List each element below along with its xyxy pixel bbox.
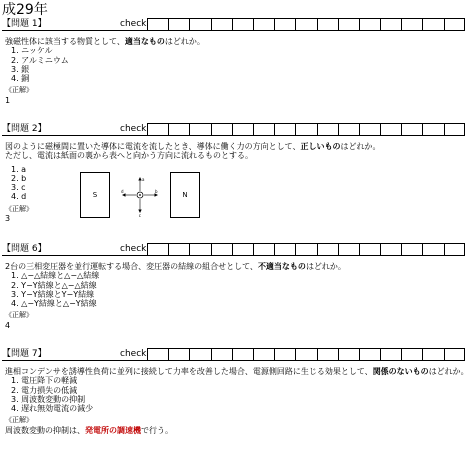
answer-heading: 《正解》: [5, 311, 33, 320]
answer-explanation: 周波数変動の抑制は、発電所の調速機で行う。: [5, 425, 173, 435]
question-2-body: [5, 142, 455, 223]
check-box[interactable]: [253, 123, 274, 136]
check-box[interactable]: [295, 18, 316, 31]
check-box[interactable]: [317, 123, 338, 136]
check-box[interactable]: [274, 243, 295, 256]
check-box[interactable]: [338, 123, 359, 136]
option-item: 1. 電圧降下の軽減: [11, 376, 78, 386]
check-box[interactable]: [422, 123, 443, 136]
option-item: 1. a: [11, 164, 27, 174]
question-1-header: [2, 18, 458, 31]
question-label: 【問題 6】: [2, 244, 47, 254]
check-box[interactable]: [401, 123, 422, 136]
check-box[interactable]: [274, 123, 295, 136]
magnetic-field-diagram: [80, 172, 200, 218]
question-text: 強磁性体に該当する物質として、適当なものはどれか。: [5, 37, 205, 46]
check-box[interactable]: [317, 348, 338, 361]
options-list: [5, 376, 455, 413]
option-item: 2. アルミニウム: [11, 55, 69, 65]
option-item: 3. 周波数変動の抑制: [11, 394, 86, 404]
force-direction-arrows: [110, 172, 170, 218]
answer-heading: 《正解》: [5, 204, 33, 213]
check-box[interactable]: [295, 123, 316, 136]
check-box[interactable]: [253, 348, 274, 361]
check-box[interactable]: [422, 243, 443, 256]
option-item: 4. 遅れ無効電流の減少: [11, 404, 94, 414]
options-list: [5, 46, 455, 83]
check-box[interactable]: [444, 18, 465, 31]
answer-value: 1: [5, 95, 11, 105]
answer-highlight: 発電所の調速機: [85, 425, 141, 435]
check-box[interactable]: [444, 348, 465, 361]
check-box[interactable]: [338, 348, 359, 361]
check-box[interactable]: [147, 123, 168, 136]
label-c: c: [138, 213, 142, 218]
check-box[interactable]: [232, 18, 253, 31]
check-box[interactable]: [380, 18, 401, 31]
options-list: [5, 271, 455, 308]
check-box[interactable]: [401, 348, 422, 361]
check-box[interactable]: [401, 18, 422, 31]
arrow-diagram: [110, 172, 170, 218]
check-box[interactable]: [253, 243, 274, 256]
check-box[interactable]: [401, 243, 422, 256]
check-box[interactable]: [168, 18, 189, 31]
check-box[interactable]: [147, 18, 168, 31]
pole-s: [80, 172, 110, 218]
check-box[interactable]: [422, 18, 443, 31]
label-d: d: [121, 189, 124, 194]
question-note: ただし、電流は紙面の裏から表へと向かう方向に流れるものとする。: [5, 151, 253, 161]
answer-value: 4: [5, 320, 11, 330]
check-label: check: [120, 244, 147, 254]
check-box[interactable]: [317, 243, 338, 256]
check-box[interactable]: [359, 348, 380, 361]
check-box[interactable]: [211, 243, 232, 256]
check-label: check: [120, 124, 147, 134]
option-item: 4. d: [11, 192, 27, 202]
check-box[interactable]: [232, 123, 253, 136]
check-boxes: [147, 123, 465, 136]
options-list: [5, 165, 455, 202]
option-item: 3. Y−Y結線とY−Y結線: [11, 289, 95, 299]
check-box[interactable]: [444, 243, 465, 256]
check-box[interactable]: [189, 243, 210, 256]
check-box[interactable]: [168, 243, 189, 256]
answer-heading: 《正解》: [5, 86, 33, 95]
question-label: 【問題 1】: [2, 19, 47, 29]
question-1-body: [5, 37, 455, 105]
check-box[interactable]: [168, 123, 189, 136]
check-box[interactable]: [232, 243, 253, 256]
check-box[interactable]: [147, 243, 168, 256]
option-item: 1. ニッケル: [11, 46, 53, 56]
answer-heading: 《正解》: [5, 416, 33, 425]
check-box[interactable]: [253, 18, 274, 31]
check-box[interactable]: [232, 348, 253, 361]
option-item: 2. Y−Y結線と△−△結線: [11, 280, 97, 290]
question-6-body: [5, 262, 455, 330]
check-boxes: [147, 18, 465, 31]
option-item: 2. 電力損失の低減: [11, 385, 78, 395]
check-box[interactable]: [338, 243, 359, 256]
question-7-header: [2, 348, 458, 361]
check-box[interactable]: [359, 123, 380, 136]
option-item: 4. 銅: [11, 74, 30, 84]
check-label: check: [120, 19, 147, 29]
check-label: check: [120, 349, 147, 359]
check-box[interactable]: [211, 18, 232, 31]
check-box[interactable]: [380, 123, 401, 136]
question-6-header: [2, 243, 458, 256]
check-box[interactable]: [189, 123, 210, 136]
label-a: a: [142, 177, 145, 182]
question-label: 【問題 2】: [2, 124, 47, 134]
check-box[interactable]: [422, 348, 443, 361]
check-box[interactable]: [295, 243, 316, 256]
check-box[interactable]: [317, 18, 338, 31]
option-item: 1. △−△結線と△−△結線: [11, 271, 100, 281]
pole-s-label: S: [92, 191, 98, 199]
question-7-body: [5, 367, 469, 435]
option-item: 4. △−Y結線と△−Y結線: [11, 299, 97, 309]
current-dot: [139, 194, 141, 196]
option-item: 2. b: [11, 173, 27, 183]
check-box[interactable]: [147, 348, 168, 361]
page-title: 成29年: [2, 2, 48, 18]
check-box[interactable]: [444, 123, 465, 136]
label-b: b: [155, 189, 158, 194]
check-box[interactable]: [211, 123, 232, 136]
check-box[interactable]: [211, 348, 232, 361]
check-box[interactable]: [168, 348, 189, 361]
question-text: 図のように磁極間に置いた導体に電流を流したとき、導体に働く力の方向として、正しいものはどれか。: [5, 142, 381, 151]
check-box[interactable]: [189, 348, 210, 361]
question-label: 【問題 7】: [2, 349, 47, 359]
check-box[interactable]: [359, 18, 380, 31]
check-box[interactable]: [274, 348, 295, 361]
check-box[interactable]: [274, 18, 295, 31]
check-box[interactable]: [380, 243, 401, 256]
check-box[interactable]: [338, 18, 359, 31]
question-text: 進相コンデンサを誘導性負荷に並列に接続して力率を改善した場合、電源側回路に生じる効果として、関係のないものはどれか。: [5, 367, 469, 376]
check-box[interactable]: [359, 243, 380, 256]
option-item: 3. 銀: [11, 64, 30, 74]
answer-value: 3: [5, 214, 11, 224]
option-item: 3. c: [11, 183, 26, 193]
check-box[interactable]: [295, 348, 316, 361]
check-box[interactable]: [189, 18, 210, 31]
question-2-header: [2, 123, 458, 136]
check-boxes: [147, 348, 465, 361]
check-box[interactable]: [380, 348, 401, 361]
question-text: 2台の三相変圧器を並行運転する場合、変圧器の結線の組合せとして、不適当なものはどれか。: [5, 262, 346, 271]
check-boxes: [147, 243, 465, 256]
pole-n-label: N: [182, 191, 188, 199]
pole-n: [170, 172, 200, 218]
